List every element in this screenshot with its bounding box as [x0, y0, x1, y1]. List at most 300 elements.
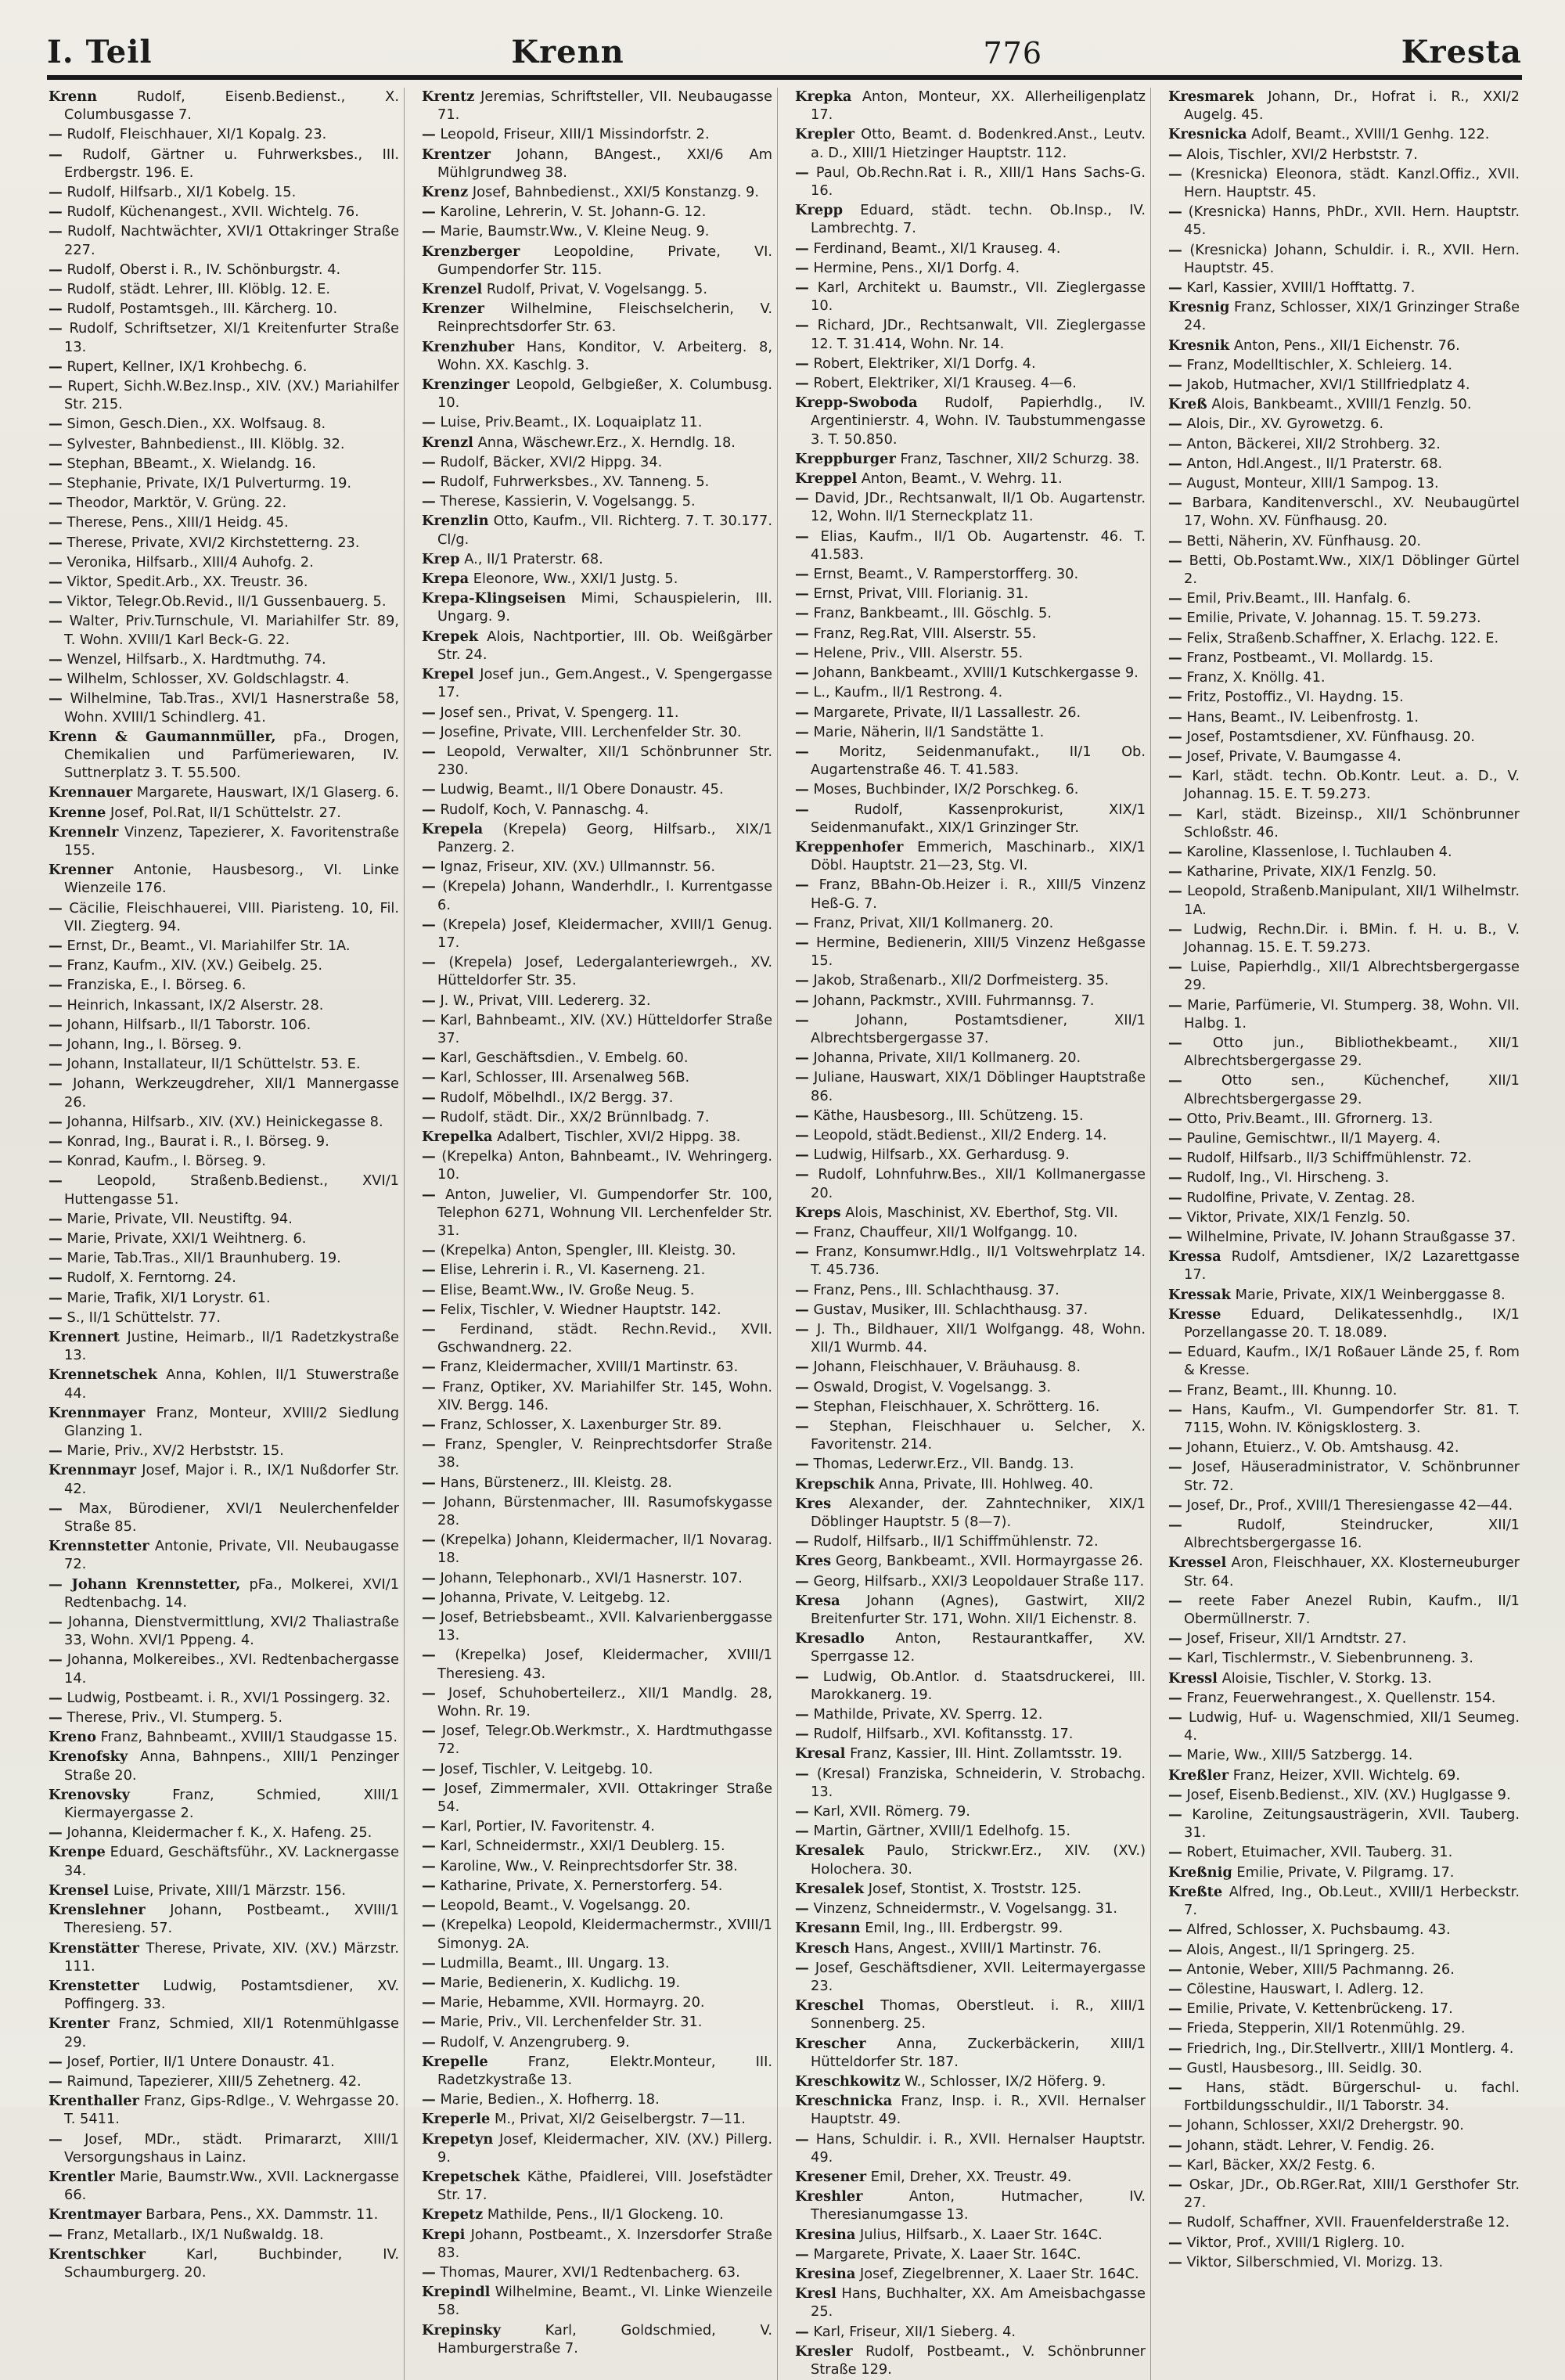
entry-surname: Krentschker	[49, 2245, 146, 2263]
entry-surname: —	[422, 1877, 436, 1894]
entry-details: Elias, Kaufm., II/1 Ob. Augartenstr. 46. T. 41.583.	[811, 527, 1146, 563]
entry-surname: —	[1168, 1189, 1182, 1206]
entry-surname: —	[422, 1857, 436, 1874]
entry-surname: Krenner	[49, 862, 113, 879]
directory-entry	[49, 1824, 399, 1842]
entry-surname: —	[1168, 2253, 1182, 2270]
entry-details: Rudolf, Ing., VI. Hirscheng. 3.	[1186, 1169, 1390, 1186]
entry-details: Anton, Pens., XII/1 Eichenstr. 76.	[1233, 337, 1460, 354]
entry-details: Adalbert, Tischler, XVI/2 Hippg. 38.	[497, 1128, 741, 1145]
entry-details: pFa., Molkerei, XVI/1 Redtenbachg. 14.	[64, 1575, 400, 1611]
entry-details: Johann, Postamtsdiener, XII/1 Albrechtsbergergasse 37.	[811, 1011, 1146, 1046]
entry-details: (Krepela) Georg, Hilfsarb., XIX/1 Panzerg. 2.	[437, 820, 772, 855]
entry-surname: —	[422, 126, 436, 143]
entry-surname: —	[422, 1723, 436, 1740]
entry-surname: —	[1168, 959, 1182, 976]
entry-details: Hans, Bürstenerz., III. Kleistg. 28.	[440, 1474, 672, 1491]
directory-entry	[422, 2033, 772, 2051]
directory-entry	[49, 690, 399, 726]
entry-surname: Kreppburger	[795, 450, 896, 467]
entry-details: Josef, Dr., Prof., XVIII/1 Theresiengasse 42—44.	[1186, 1496, 1513, 1514]
entry-surname: Krepetschek	[422, 2168, 520, 2185]
entry-details: Anton, Restaurantkaffer, XV. Sperrgasse 12.	[811, 1630, 1146, 1665]
entry-surname: —	[49, 574, 63, 591]
entry-surname: —	[1168, 1941, 1182, 1958]
entry-surname: —	[795, 566, 809, 583]
entry-surname: Krenstätter	[49, 1939, 139, 1957]
entry-surname: —	[1168, 2020, 1182, 2037]
directory-entry	[422, 877, 772, 913]
entry-details: Anton, Hdl.Angest., II/1 Praterstr. 68.	[1186, 455, 1443, 472]
entry-surname: Krennetschek	[49, 1366, 157, 1384]
directory-entry	[1168, 996, 1520, 1032]
entry-details: Franz, Reg.Rat, VIII. Alserstr. 55.	[813, 625, 1037, 642]
directory-entry	[1168, 1401, 1520, 1437]
directory-entry	[422, 1608, 772, 1644]
entry-details: Franz, Chauffeur, XII/1 Wolfgangg. 10.	[813, 1223, 1078, 1240]
directory-entry	[795, 934, 1146, 970]
entry-details: Rudolf, Schriftsetzer, XI/1 Kreitenfurter Straße 13.	[64, 320, 399, 355]
directory-entry	[1168, 435, 1520, 453]
entry-surname: —	[49, 2072, 63, 2090]
entry-details: J. W., Privat, VIII. Ledererg. 32.	[440, 992, 651, 1009]
entry-details: Eleonore, Ww., XXI/1 Justg. 5.	[473, 571, 678, 588]
entry-surname: —	[795, 585, 809, 603]
directory-entry	[1168, 1110, 1520, 1128]
directory-entry	[422, 1589, 772, 1607]
entry-details: Josef, Portier, II/1 Untere Donaustr. 41.	[67, 2053, 335, 2070]
entry-details: Josef sen., Privat, V. Spengerg. 11.	[440, 704, 679, 721]
entry-surname: Krentmayer	[49, 2206, 142, 2223]
directory-entry	[1168, 2253, 1520, 2271]
entry-surname: —	[49, 203, 63, 221]
directory-entry	[49, 1939, 399, 1975]
entry-details: Anton, Beamt., V. Wehrg. 11.	[861, 470, 1063, 488]
entry-details: Anna, Kohlen, II/1 Stuwerstraße 44.	[64, 1366, 399, 1402]
entry-surname: —	[1168, 1689, 1182, 1706]
entry-details: Moses, Buchbinder, IX/2 Porschkeg. 6.	[813, 781, 1079, 798]
directory-entry	[795, 374, 1146, 392]
entry-surname: Krensel	[49, 1881, 110, 1899]
entry-details: Stephan, Fleischhauer, X. Schrötterg. 16.	[813, 1398, 1100, 1415]
entry-surname: Krennmayer	[49, 1404, 146, 1421]
entry-details: Alois, Maschinist, XV. Eberthof, Stg. VII.	[845, 1204, 1118, 1221]
directory-entry	[795, 470, 1146, 488]
entry-details: Stephan, Fleischhauer u. Selcher, X. Favoritenstr. 214.	[811, 1418, 1146, 1453]
directory-entry	[49, 455, 399, 473]
directory-entry	[795, 604, 1146, 622]
entry-details: Margarete, Hauswart, IX/1 Glaserg. 6.	[136, 784, 399, 801]
entry-details: Therese, Private, XVI/2 Kirchstetterng. 23.	[67, 534, 360, 551]
entry-details: Gustl, Hausbesorg., III. Seidlg. 30.	[1186, 2059, 1423, 2076]
directory-entry	[1168, 1921, 1520, 1939]
entry-surname: —	[795, 1959, 809, 1976]
directory-entry	[49, 1230, 399, 1248]
keyword-left: Krenn	[511, 34, 624, 70]
entry-surname: Krennmayr	[49, 1462, 137, 1479]
entry-surname: —	[1168, 1169, 1182, 1186]
entry-details: Georg, Hilfsarb., XXI/3 Leopoldauer Straße 117.	[813, 1572, 1145, 1590]
entry-surname: —	[795, 723, 809, 740]
page-number: 776	[983, 36, 1043, 70]
directory-entry	[1168, 920, 1520, 956]
directory-entry	[1168, 1189, 1520, 1207]
directory-entry	[1168, 1863, 1520, 1881]
entry-details: Barbara, Pens., XX. Dammstr. 11.	[146, 2206, 379, 2223]
entry-details: Pauline, Gemischtwr., II/1 Mayerg. 4.	[1186, 1129, 1441, 1147]
directory-entry	[795, 2226, 1146, 2244]
directory-entry	[1168, 728, 1520, 746]
entry-surname: —	[49, 957, 63, 974]
entry-details: Marie, Näherin, II/1 Sandstätte 1.	[813, 723, 1045, 740]
directory-entry	[49, 2226, 399, 2244]
directory-entry	[49, 1113, 399, 1131]
entry-details: Mathilde, Private, XV. Sperrg. 12.	[813, 1706, 1043, 1723]
entry-details: Karl, Bäcker, XX/2 Festg. 6.	[1186, 2156, 1376, 2173]
directory-entry	[49, 534, 399, 552]
directory-entry	[49, 553, 399, 571]
entry-details: Paul, Ob.Rechn.Rat i. R., XIII/1 Hans Sachs-G. 16.	[811, 164, 1146, 200]
entry-details: Emmerich, Maschinarb., XIX/1 Döbl. Hauptstr. 21—23, Stg. VI.	[811, 838, 1146, 874]
entry-surname: —	[1168, 279, 1182, 297]
entry-details: Emilie, Private, V. Kettenbrückeng. 17.	[1186, 2000, 1453, 2018]
entry-details: Franz, Metallarb., IX/1 Nußwaldg. 18.	[67, 2226, 324, 2243]
entry-surname: — Johann Krennstetter,	[49, 1575, 241, 1593]
entry-surname: —	[422, 1089, 436, 1106]
directory-entry	[1168, 1689, 1520, 1707]
entry-surname: —	[795, 317, 809, 334]
entry-details: Franz, Elektr.Monteur, III. Radetzkystraße 13.	[437, 2053, 773, 2088]
entry-details: Käthe, Hausbesorg., III. Schützeng. 15.	[813, 1107, 1084, 1124]
entry-details: Fritz, Postoffiz., VI. Haydng. 15.	[1186, 689, 1404, 706]
entry-details: Eduard, Delikatessenhdlg., IX/1 Porzellangasse 20. T. 18.089.	[1184, 1305, 1520, 1341]
entry-details: Ernst, Beamt., V. Ramperstorfferg. 30.	[813, 566, 1079, 583]
entry-surname: —	[1168, 1129, 1182, 1147]
entry-details: Rudolf, Gärtner u. Fuhrwerksbes., III. Erdbergstr. 196. E.	[64, 146, 399, 181]
entry-details: Margarete, Private, X. Laaer Str. 164C.	[813, 2245, 1081, 2263]
entry-details: Emilie, Private, V. Pilgramg. 17.	[1236, 1863, 1455, 1881]
entry-details: S., II/1 Schüttelstr. 77.	[67, 1309, 221, 1326]
entry-details: Ludmilla, Beamt., III. Ungarg. 13.	[440, 1954, 670, 1971]
entry-surname: —	[49, 146, 63, 163]
directory-entry	[49, 728, 399, 783]
entry-surname: —	[1168, 552, 1182, 569]
entry-details: Emilie, Private, V. Johannag. 15. T. 59.273.	[1186, 610, 1481, 627]
directory-entry	[1168, 146, 1520, 164]
entry-details: Emil, Dreher, XX. Treustr. 49.	[870, 2168, 1072, 2185]
entry-details: Käthe, Pfaidlerei, VIII. Josefstädter Str. 17.	[437, 2168, 773, 2204]
entry-surname: —	[795, 1321, 809, 1338]
entry-surname: Kresnik	[1168, 337, 1230, 354]
entry-details: Rudolf, Bäcker, XVI/2 Hippg. 34.	[440, 453, 663, 470]
entry-surname: Krepa-Klingseisen	[422, 590, 567, 607]
directory-entry	[49, 1977, 399, 2013]
directory-entry	[422, 222, 772, 240]
entry-details: L., Kaufm., II/1 Restrong. 4.	[813, 684, 1003, 701]
directory-entry	[795, 1165, 1146, 1201]
directory-entry	[795, 88, 1146, 124]
entry-surname: —	[1168, 610, 1182, 627]
directory-entry	[795, 2342, 1146, 2378]
directory-entry	[795, 1011, 1146, 1047]
entry-details: Franz, Gips-Rdlge., V. Wehrgasse 20. T. 5411.	[64, 2093, 399, 2128]
entry-details: Cölestine, Hauswart, I. Adlerg. 12.	[1186, 1980, 1424, 1997]
entry-details: Karoline, Lehrerin, V. St. Johann-G. 12.	[440, 203, 707, 221]
directory-entry	[1168, 552, 1520, 588]
entry-details: Viktor, Private, XIX/1 Fenzlg. 50.	[1186, 1208, 1411, 1226]
directory-entry	[1168, 455, 1520, 473]
directory-entry	[422, 512, 772, 548]
entry-details: Rudolf, Amtsdiener, IX/2 Lazarettgasse 17.	[1184, 1248, 1520, 1284]
entry-details: (Krepelka) Johann, Kleidermacher, II/1 Novarag. 18.	[437, 1532, 772, 1567]
entry-details: Karoline, Zeitungsausträgerin, XVII. Tauberg. 31.	[1184, 1806, 1520, 1842]
entry-details: Otto sen., Küchenchef, XII/1 Albrechtsbergergasse 29.	[1184, 1072, 1520, 1107]
entry-surname: —	[795, 877, 809, 894]
entry-surname: —	[795, 1398, 809, 1415]
entry-details: Johann, Werkzeugdreher, XII/1 Mannergasse 26.	[64, 1075, 399, 1111]
entry-surname: —	[1168, 1844, 1182, 1861]
directory-entry	[795, 316, 1146, 352]
entry-details: Josef, Friseur, XII/1 Arndtstr. 27.	[1186, 1630, 1407, 1647]
directory-entry	[1168, 1381, 1520, 1399]
entry-details: Karl, Geschäftsdien., V. Embelg. 60.	[440, 1050, 689, 1067]
entry-surname: —	[1168, 532, 1182, 549]
entry-details: Marie, Hebamme, XVII. Hormayrg. 20.	[440, 1994, 705, 2011]
directory-entry	[422, 820, 772, 856]
directory-entry	[795, 644, 1146, 662]
entry-surname: —	[49, 455, 63, 472]
entry-surname: —	[1168, 416, 1182, 433]
directory-entry	[795, 625, 1146, 643]
directory-entry	[422, 723, 772, 741]
entry-surname: —	[49, 1210, 63, 1227]
entry-surname: —	[422, 916, 436, 933]
entry-surname: —	[49, 378, 63, 395]
entry-surname: —	[1168, 1747, 1182, 1764]
entry-surname: —	[1168, 1630, 1182, 1647]
entry-surname: —	[422, 1609, 436, 1626]
directory-entry	[49, 1537, 399, 1573]
directory-entry	[422, 1108, 772, 1126]
entry-surname: —	[422, 1474, 436, 1491]
directory-entry	[422, 2053, 772, 2089]
entry-surname: —	[1168, 1110, 1182, 1127]
directory-entry	[795, 1822, 1146, 1840]
entry-surname: —	[1168, 2214, 1182, 2231]
entry-surname: —	[795, 625, 809, 642]
entry-surname: —	[1168, 649, 1182, 666]
directory-entry	[422, 203, 772, 221]
entry-surname: —	[422, 203, 436, 221]
entry-details: Josef, Tischler, V. Leitgebg. 10.	[440, 1760, 653, 1777]
entry-details: Rudolf, Fleischhauer, XI/1 Kopalg. 23.	[67, 126, 327, 143]
directory-entry	[795, 1107, 1146, 1125]
entry-details: Barbara, Kanditenverschl., XV. Neubaugürtel 17, Wohn. XV. Fünfhausg. 20.	[1184, 495, 1520, 530]
directory-entry	[49, 1651, 399, 1687]
entry-surname: —	[49, 1824, 63, 1842]
directory-entry	[422, 1877, 772, 1895]
entry-details: (Krepelka) Anton, Spengler, III. Kleistg. 30.	[440, 1242, 736, 1259]
entry-surname: —	[1168, 356, 1182, 373]
entry-details: Rudolf, V. Anzengruberg. 9.	[440, 2033, 630, 2051]
directory-entry	[1168, 1149, 1520, 1167]
entry-details: Johann, Etuierz., V. Ob. Amtshausg. 42.	[1186, 1439, 1459, 1456]
directory-entry	[422, 1896, 772, 1914]
entry-surname: —	[795, 1803, 809, 1820]
directory-entry	[422, 2321, 772, 2357]
entry-surname: —	[795, 801, 809, 818]
entry-surname: —	[1168, 747, 1182, 765]
directory-entry	[49, 650, 399, 668]
entry-surname: —	[422, 414, 436, 431]
directory-entry	[1168, 2000, 1520, 2018]
entry-surname: —	[422, 1069, 436, 1086]
directory-entry	[795, 1997, 1146, 2033]
entry-details: Josef, Private, V. Baumgasse 4.	[1186, 747, 1401, 765]
entry-details: Karoline, Ww., V. Reinprechtsdorfer Str. 38.	[440, 1857, 738, 1874]
entry-details: Franz, Beamt., III. Khunng. 10.	[1186, 1381, 1398, 1399]
directory-entry	[1168, 88, 1520, 124]
entry-surname: —	[422, 1684, 436, 1701]
entry-surname: —	[49, 1709, 63, 1726]
directory-entry	[422, 1760, 772, 1778]
entry-details: Johanna, Molkereibes., XVI. Redtenbachergasse 14.	[64, 1651, 400, 1687]
directory-entry	[49, 300, 399, 318]
entry-details: Anton, Bäckerei, XII/2 Strohberg. 32.	[1186, 435, 1441, 452]
entry-details: Rudolf, Postamtsgeh., III. Kärcherg. 10.	[67, 301, 338, 318]
entry-details: Ludwig, Rechn.Dir. i. BMin. f. H. u. B., V. Johannag. 15. E. T. 59.273.	[1184, 920, 1520, 956]
entry-details: Helene, Priv., VIII. Alserstr. 55.	[813, 644, 1024, 661]
directory-entry	[49, 358, 399, 376]
entry-details: Konrad, Kaufm., I. Börseg. 9.	[67, 1153, 266, 1170]
entry-details: Theodor, Marktör, V. Grüng. 22.	[67, 495, 287, 512]
entry-details: Friedrich, Ing., Dir.Stellvertr., XIII/1 Montlerg. 4.	[1186, 2040, 1514, 2057]
directory-entry	[795, 585, 1146, 603]
column-3	[795, 88, 1151, 2380]
entry-surname: —	[1168, 1228, 1182, 1245]
entry-surname: Kreß	[1168, 396, 1207, 413]
entry-details: M., Privat, XI/2 Geiselbergstr. 7—11.	[494, 2111, 746, 2128]
entry-details: Rupert, Kellner, IX/1 Krohbechg. 6.	[67, 358, 308, 375]
entry-surname: Krenstetter	[49, 1977, 139, 1994]
directory-entry	[49, 2205, 399, 2223]
directory-entry	[795, 1358, 1146, 1376]
directory-entry	[795, 2072, 1146, 2090]
entry-details: (Krepelka) Leopold, Kleidermachermstr., XVIII/1 Simonyg. 2A.	[437, 1917, 772, 1952]
entry-details: Rudolf, Schaffner, XVII. Frauenfelderstraße 12.	[1186, 2214, 1510, 2231]
directory-entry	[795, 2285, 1146, 2321]
entry-details: (Krepela) Josef, Kleidermacher, XVIII/1 Genug. 17.	[437, 916, 772, 951]
entry-details: Otto, Beamt. d. Bodenkred.Anst., Leutv. a. D., XIII/1 Hietzinger Hauptstr. 112.	[811, 126, 1146, 161]
entry-surname: Kres	[795, 1553, 832, 1570]
directory-entry	[422, 473, 772, 491]
directory-entry	[795, 1243, 1146, 1279]
directory-entry	[49, 319, 399, 355]
entry-surname: —	[795, 684, 809, 701]
directory-entry	[1168, 1228, 1520, 1246]
directory-entry	[795, 1705, 1146, 1723]
entry-surname: Krepp-Swoboda	[795, 394, 918, 412]
directory-entry	[422, 413, 772, 431]
entry-details: Franz, Schmied, XII/1 Rotenmühlgasse 29.	[64, 2015, 399, 2051]
entry-details: Alexander, der. Zahntechniker, XIX/1 Döblinger Hauptstr. 5 (8—7).	[811, 1495, 1146, 1531]
directory-entry	[1168, 2040, 1520, 2058]
entry-surname: Krescher	[795, 2035, 866, 2052]
entry-details: Johann, BAngest., XXI/6 Am Mühlgrundweg 38.	[437, 146, 772, 181]
entry-details: Thomas, Lederwr.Erz., VII. Bandg. 13.	[813, 1456, 1074, 1473]
directory-entry	[49, 612, 399, 648]
entry-surname: Kresann	[795, 1920, 861, 1937]
directory-entry	[795, 2187, 1146, 2223]
entry-details: (Krepela) Johann, Wanderhdlr., I. Kurrentgasse 6.	[437, 878, 773, 913]
entry-surname: —	[422, 723, 436, 740]
entry-details: Alfred, Ing., Ob.Leut., XVIII/1 Herbeckstr. 7.	[1184, 1883, 1520, 1919]
directory-entry	[1168, 1592, 1520, 1628]
directory-entry	[422, 1531, 772, 1567]
entry-details: Johann, städt. Lehrer, V. Fendig. 26.	[1186, 2137, 1435, 2154]
entry-details: Georg, Bankbeamt., XVII. Hormayrgasse 26.	[835, 1553, 1143, 1570]
entry-details: Luise, Papierhdlg., XII/1 Albrechtsbergergasse 29.	[1184, 959, 1520, 994]
entry-details: Karl, Goldschmied, V. Hamburgerstraße 7.	[437, 2321, 773, 2357]
directory-entry	[49, 1075, 399, 1111]
entry-surname: Kreno	[49, 1729, 96, 1746]
entry-details: reete Faber Anezel Rubin, Kaufm., II/1 Obermüllnerstr. 7.	[1184, 1592, 1520, 1628]
directory-entry	[49, 2245, 399, 2281]
entry-surname: —	[1168, 1034, 1182, 1051]
entry-surname: Krenn & Gaumannmüller,	[49, 728, 276, 745]
entry-details: Richard, JDr., Rechtsanwalt, VII. Zieglergasse 12. T. 31.414, Wohn. Nr. 14.	[811, 317, 1146, 352]
entry-details: Luise, Priv.Beamt., IX. Loquaiplatz 11.	[440, 414, 703, 431]
column-1	[49, 88, 405, 2380]
entry-surname: —	[422, 2091, 436, 2108]
directory-entry	[1168, 1516, 1520, 1552]
entry-details: Hans, Buchhalter, XX. Am Ameisbachgasse 25.	[811, 2285, 1146, 2321]
entry-surname: —	[422, 1321, 436, 1338]
entry-details: Ferdinand, städt. Rechn.Revid., XVII. Gschwandnerg. 22.	[437, 1321, 772, 1356]
entry-surname: —	[422, 1493, 436, 1510]
entry-details: Karl, Friseur, XII/1 Sieberg. 4.	[813, 2323, 1016, 2340]
entry-surname: —	[795, 1359, 809, 1376]
entry-details: Eduard, Kaufm., IX/1 Roßauer Lände 25, f. Rom & Kresse.	[1184, 1344, 1520, 1379]
entry-surname: —	[1168, 376, 1182, 394]
directory-entry	[795, 2092, 1146, 2128]
entry-details: Rudolf, Lohnfuhrw.Bes., XII/1 Kollmanergasse 20.	[811, 1166, 1146, 1201]
directory-entry	[422, 704, 772, 722]
entry-details: Franz, Optiker, XV. Mariahilfer Str. 145, Wohn. XIV. Bergg. 146.	[437, 1378, 773, 1413]
entry-surname: —	[49, 671, 63, 688]
entry-details: Alfred, Schlosser, X. Puchsbaumg. 43.	[1186, 1921, 1451, 1939]
directory-entry	[795, 1320, 1146, 1356]
entry-surname: —	[1168, 1961, 1182, 1978]
entry-details: Rudolf, Papierhdlg., IV. Argentinierstr. 4, Wohn. IV. Taubstummengasse 3. T. 50.850.	[811, 394, 1146, 448]
entry-surname: —	[49, 475, 63, 492]
directory-entry	[49, 1689, 399, 1707]
directory-entry	[795, 1378, 1146, 1396]
column-4	[1168, 88, 1524, 2380]
entry-details: Johann, Postbeamt., X. Inzersdorfer Straße 83.	[437, 2226, 772, 2261]
entry-details: Vinzenz, Schneidermstr., V. Vogelsangg. 31.	[813, 1900, 1118, 1917]
directory-entry	[422, 1722, 772, 1758]
entry-details: Hermine, Pens., XI/1 Dorfg. 4.	[813, 259, 1020, 276]
directory-entry	[1168, 395, 1520, 413]
entry-details: (Kresnicka) Eleonora, städt. Kanzl.Offiz., XVII. Hern. Hauptstr. 45.	[1184, 165, 1520, 201]
directory-entry	[1168, 474, 1520, 492]
entry-details: Marie, Priv., XV/2 Herbststr. 15.	[67, 1442, 284, 1460]
directory-entry	[1168, 376, 1520, 394]
directory-entry	[49, 996, 399, 1014]
entry-details: Karl, Schlosser, III. Arsenalweg 56B.	[440, 1069, 690, 1086]
directory-entry	[1168, 805, 1520, 841]
